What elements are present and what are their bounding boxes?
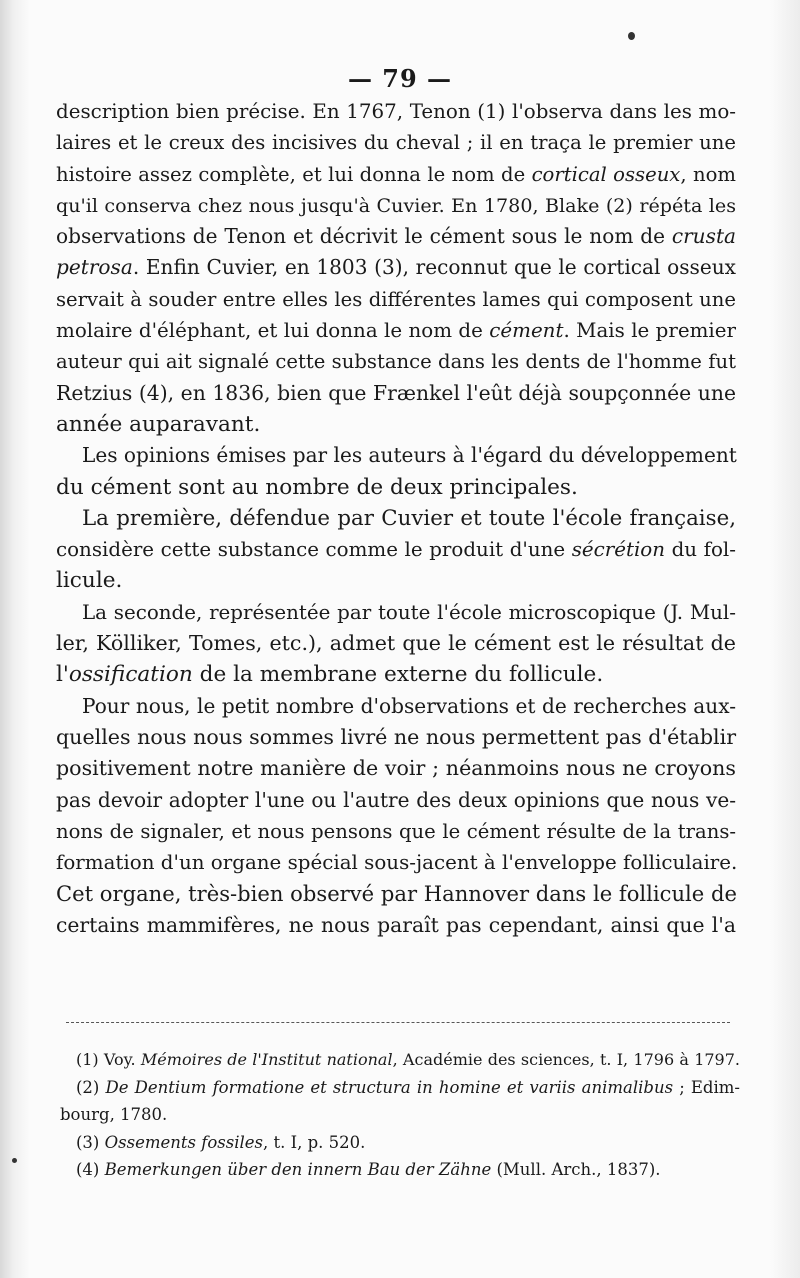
text-line: positivement notre manière de voir ; néanmoins nous ne croyons <box>56 756 736 781</box>
italic-term: cortical osseux <box>531 162 681 186</box>
text-line: molaire d'éléphant, et lui donna le nom de cément. Mais le premier <box>56 319 736 343</box>
italic-title: Ossements fossiles <box>104 1132 263 1152</box>
text-line: observations de Tenon et décrivit le cément sous le nom de crusta <box>56 224 736 249</box>
text-line: description bien précise. En 1767, Tenon (1) l'observa dans les mo- <box>56 100 736 123</box>
footnote: (2) De Dentium formatione et structura in homine et variis animalibus ; Edim- <box>76 1077 740 1097</box>
text-line: certains mammifères, ne nous paraît pas cependant, ainsi que l'a <box>56 912 736 937</box>
text-line: pas devoir adopter l'une ou l'autre des deux opinions que nous ve- <box>56 787 736 812</box>
text-line: servait à souder entre elles les différentes lames qui composent une <box>56 287 736 311</box>
text-line: formation d'un organe spécial sous-jacent à l'enveloppe folliculaire. <box>56 851 738 875</box>
page-number: — 79 — <box>347 64 453 93</box>
footnotes <box>60 1046 740 1184</box>
text-line: histoire assez complète, et lui donna le nom de cortical osseux, nom <box>56 162 736 186</box>
text-line: La première, défendue par Cuvier et toute l'école française, <box>82 505 736 531</box>
italic-term: ossification <box>68 662 193 688</box>
text-line: petrosa. Enfin Cuvier, en 1803 (3), reconnut que le cortical osseux <box>56 255 736 280</box>
text-line: Retzius (4), en 1836, bien que Frænkel l'eût déjà soupçonnée une <box>56 380 736 405</box>
text-line: Cet organe, très-bien observé par Hannover dans le follicule de <box>56 881 737 907</box>
text-line: année auparavant. <box>56 411 261 437</box>
text-line: laires et le creux des incisives du cheval ; il en traça le premier une <box>56 131 736 155</box>
italic-term: crusta <box>671 224 736 249</box>
ink-spot <box>628 32 635 40</box>
footnote-continuation: bourg, 1780. <box>60 1105 168 1124</box>
footnote-divider <box>66 1022 730 1023</box>
text-line: Pour nous, le petit nombre d'observations et de recherches aux- <box>82 693 736 718</box>
text-line: auteur qui ait signalé cette substance dans les dents de l'homme fut <box>56 350 736 374</box>
text-line: ler, Kölliker, Tomes, etc.), admet que le cément est le résultat de <box>56 631 736 656</box>
text-line: licule. <box>56 568 123 594</box>
footnote: (1) Voy. Mémoires de l'Institut national, Académie des sciences, t. I, 1796 à 1797. <box>76 1050 740 1069</box>
text-line: considère cette substance comme le produit d'une sécrétion du fol- <box>56 538 736 562</box>
body-text <box>56 96 736 941</box>
footnote: (3) Ossements fossiles, t. I, p. 520. <box>76 1132 366 1152</box>
italic-title: De Dentium formatione et structura in homine et variis animalibus <box>105 1077 674 1097</box>
text-line: La seconde, représentée par toute l'école microscopique (J. Mul- <box>82 600 736 624</box>
text-line: du cément sont au nombre de deux principales. <box>56 474 578 500</box>
text-line: l'ossification de la membrane externe du follicule. <box>56 662 604 688</box>
italic-term: petrosa <box>56 255 133 280</box>
italic-term: cément <box>489 319 564 343</box>
italic-title: Mémoires de l'Institut national <box>140 1050 393 1069</box>
text-line: qu'il conserva chez nous jusqu'à Cuvier. En 1780, Blake (2) répéta les <box>56 193 736 217</box>
text-line: Les opinions émises par les auteurs à l'égard du développement <box>82 443 737 468</box>
text-line: nons de signaler, et nous pensons que le cément résulte de la trans- <box>56 819 736 843</box>
ink-spot <box>12 1158 17 1163</box>
italic-term: sécrétion <box>571 538 666 562</box>
text-line: quelles nous nous sommes livré ne nous permettent pas d'établir <box>56 724 737 749</box>
footnote: (4) Bemerkungen über den innern Bau der Zähne (Mull. Arch., 1837). <box>76 1160 661 1179</box>
italic-title: Bemerkungen über den innern Bau der Zähne <box>104 1160 492 1179</box>
